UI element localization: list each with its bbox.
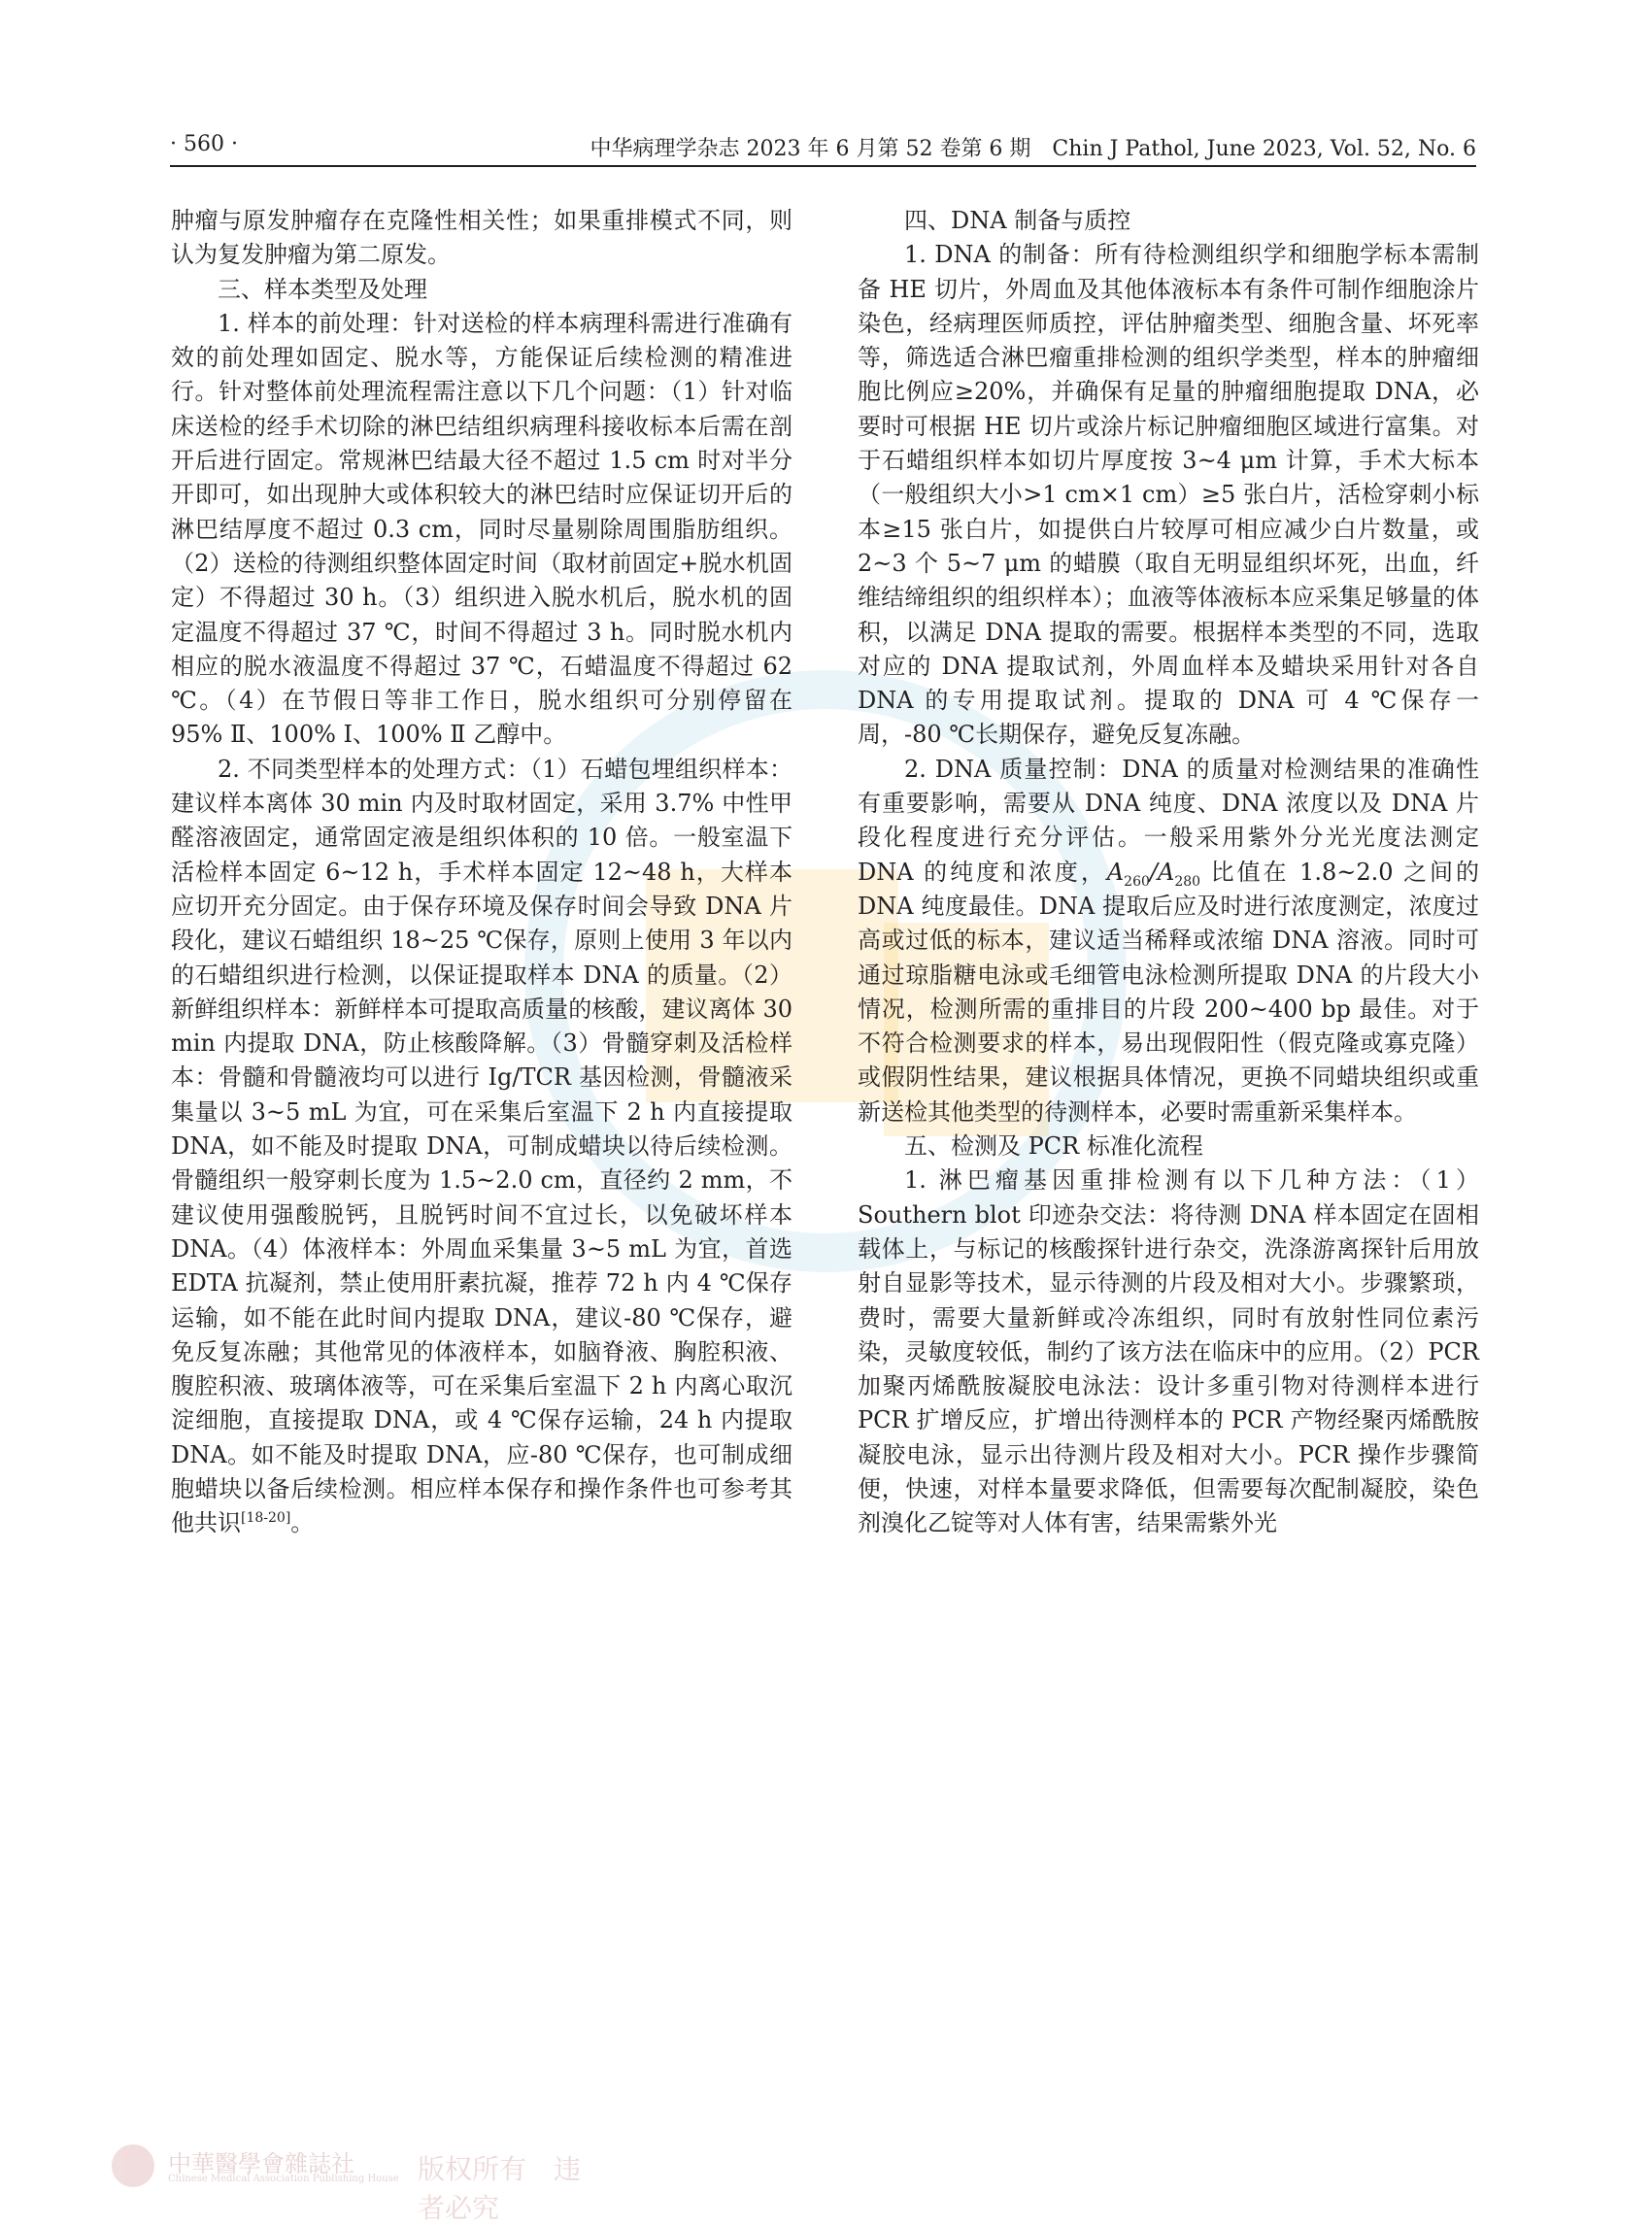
- paragraph-text: 比值在 1.8~2.0 之间的 DNA 纯度最佳。DNA 提取后应及时进行浓度测定，浓度过高或过低的标本，建议适当稀释或浓缩 DNA 溶液。同时可通过琼脂糖电泳或毛细管电泳检测所提取 DNA 的片段大小情况，检测所需的重排目的片段 200~400 bp 最佳。对于不符合检测要求的样本，易出现假阳性（假克隆或寡克隆）或假阴性结果，建议根据具体情况，更换不同蜡块组织或重新送检其他类型的待测样本，必要时需重新采集样本。: [858, 858, 1479, 1126]
- publisher-name-en: Chinese Medical Association Publishing House: [168, 2174, 399, 2184]
- publisher-name: 中華醫學會雜誌社: [168, 2150, 354, 2177]
- left-column: [171, 204, 792, 1541]
- running-header: [170, 132, 1476, 167]
- paragraph: 1. 样本的前处理：针对送检的样本病理科需进行准确有效的前处理如固定、脱水等，方能保证后续检测的精准进行。针对整体前处理流程需注意以下几个问题：（1）针对临床送检的经手术切除的淋巴结组织病理科接收标本后需在剖开后进行固定。常规淋巴结最大径不超过 1.5 cm 时对半分开即可，如出现肿大或体积较大的淋巴结时应保证切开后的淋巴结厚度不超过 0.3 cm，同时尽量剔除周围脂肪组织。（2）送检的待测组织整体固定时间（取材前固定+脱水机固定）不得超过 30 h。（3）组织进入脱水机后，脱水机的固定温度不得超过 37 ℃，时间不得超过 3 h。同时脱水机内相应的脱水液温度不得超过 37 ℃，石蜡温度不得超过 62 ℃。（4）在节假日等非工作日，脱水组织可分别停留在 95% Ⅱ、100% Ⅰ、100% Ⅱ 乙醇中。: [171, 309, 792, 749]
- paragraph: [171, 753, 792, 1541]
- journal-citation: 中华病理学杂志 2023 年 6 月第 52 卷第 6 期 Chin J Pathol, June 2023, Vol. 52, No. 6: [590, 137, 1476, 161]
- wavelength-subscript: 280: [1174, 873, 1201, 890]
- paragraph: 1. DNA 的制备：所有待检测组织学和细胞学标本需制备 HE 切片，外周血及其他体液标本有条件可制作细胞涂片染色，经病理医师质控，评估肿瘤类型、细胞含量、坏死率等，筛选适合淋巴瘤重排检测的组织学类型，样本的肿瘤细胞比例应≥20%，并确保有足量的肿瘤细胞提取 DNA，必要时可根据 HE 切片或涂片标记肿瘤细胞区域进行富集。对于石蜡组织样本如切片厚度按 3~4 μm 计算，手术大标本（一般组织大小>1 cm×1 cm）≥5 张白片，活检穿刺小标本≥15 张白片，如提供白片较厚可相应减少白片数量，或 2~3 个 5~7 μm 的蜡膜（取自无明显组织坏死，出血，纤维结缔组织的组织样本）；血液等体液标本应采集足够量的体积，以满足 DNA 提取的需要。根据样本类型的不同，选取对应的 DNA 提取试剂，外周血样本及蜡块采用针对各自 DNA 的专用提取试剂。提取的 DNA 可 4 ℃保存一周，-80 ℃长期保存，避免反复冻融。: [858, 241, 1479, 749]
- paragraph-end: 。: [290, 1509, 315, 1537]
- page-number: · 560 ·: [170, 132, 238, 156]
- citation-ref: [18-20]: [241, 1510, 291, 1527]
- copyright-notice: 版权所有 违者必究: [418, 2153, 582, 2224]
- wavelength-subscript: 260: [1124, 873, 1150, 890]
- paragraph-text: 2. 不同类型样本的处理方式：（1）石蜡包埋组织样本：建议样本离体 30 min 内及时取材固定，采用 3.7% 中性甲醛溶液固定，通常固定液是组织体积的 10 倍。一般室温下活检样本固定 6~12 h，手术样本固定 12~48 h，大样本应切开充分固定。由于保存环境及保存时间会导致 DNA 片段化，建议石蜡组织 18~25 ℃保存，原则上使用 3 年以内的石蜡组织进行检测，以保证提取样本 DNA 的质量。（2）新鲜组织样本：新鲜样本可提取高质量的核酸，建议离体 30 min 内提取 DNA，防止核酸降解。（3）骨髓穿刺及活检样本：骨髓和骨髓液均可以进行 Ig/TCR 基因检测，骨髓液采集量以 3~5 mL 为宜，可在采集后室温下 2 h 内直接提取 DNA，如不能及时提取 DNA，可制成蜡块以待后续检测。骨髓组织一般穿刺长度为 1.5~2.0 cm，直径约 2 mm，不建议使用强酸脱钙，且脱钙时间不宜过长，以免破坏样本 DNA。（4）体液样本：外周血采集量 3~5 mL 为宜，首选 EDTA 抗凝剂，禁止使用肝素抗凝，推荐 72 h 内 4 ℃保存运输，如不能在此时间内提取 DNA，建议-80 ℃保存，避免反复冻融；其他常见的体液样本，如脑脊液、胸腔积液、腹腔积液、玻璃体液等，可在采集后室温下 2 h 内离心取沉淀细胞，直接提取 DNA，或 4 ℃保存运输，24 h 内提取 DNA。如不能及时提取 DNA，应-80 ℃保存，也可制成细胞蜡块以备后续检测。相应样本保存和操作条件也可参考其他共识: [171, 755, 792, 1537]
- paragraph: 1. 淋巴瘤基因重排检测有以下几种方法：（1）Southern blot 印迹杂交法：将待测 DNA 样本固定在固相载体上，与标记的核酸探针进行杂交，洗涤游离探针后用放射自显影等技术，显示待测的片段及相对大小。步骤繁琐，费时，需要大量新鲜或冷冻组织，同时有放射性同位素污染，灵敏度较低，制约了该方法在临床中的应用。（2）PCR 加聚丙烯酰胺凝胶电泳法：设计多重引物对待测样本进行 PCR 扩增反应，扩增出待测样本的 PCR 产物经聚丙烯酰胺凝胶电泳，显示出待测片段及相对大小。PCR 操作步骤简便，快速，对样本量要求降低，但需要每次配制凝胶，染色剂溴化乙锭等对人体有害，结果需紫外光: [858, 1166, 1479, 1537]
- section-heading: 三、样本类型及处理: [218, 275, 427, 303]
- paragraph: 肿瘤与原发肿瘤存在克隆性相关性；如果重排模式不同，则认为复发肿瘤为第二原发。: [171, 207, 792, 269]
- absorbance-symbol: A: [1106, 858, 1125, 886]
- section-heading: 五、检测及 PCR 标准化流程: [904, 1132, 1203, 1161]
- paragraph: [858, 753, 1479, 1130]
- right-column: [858, 204, 1479, 1541]
- paragraph-text: 2. DNA 质量控制：DNA 的质量对检测结果的准确性有重要影响，需要从 DNA 纯度、DNA 浓度以及 DNA 片段化程度进行充分评估。一般采用紫外分光光度法测定 DNA 的纯度和浓度，: [858, 755, 1479, 886]
- absorbance-symbol: /A: [1149, 858, 1175, 886]
- publisher-watermark: [112, 2144, 597, 2224]
- section-heading: 四、DNA 制备与质控: [904, 207, 1131, 234]
- publisher-seal-icon: [112, 2144, 154, 2187]
